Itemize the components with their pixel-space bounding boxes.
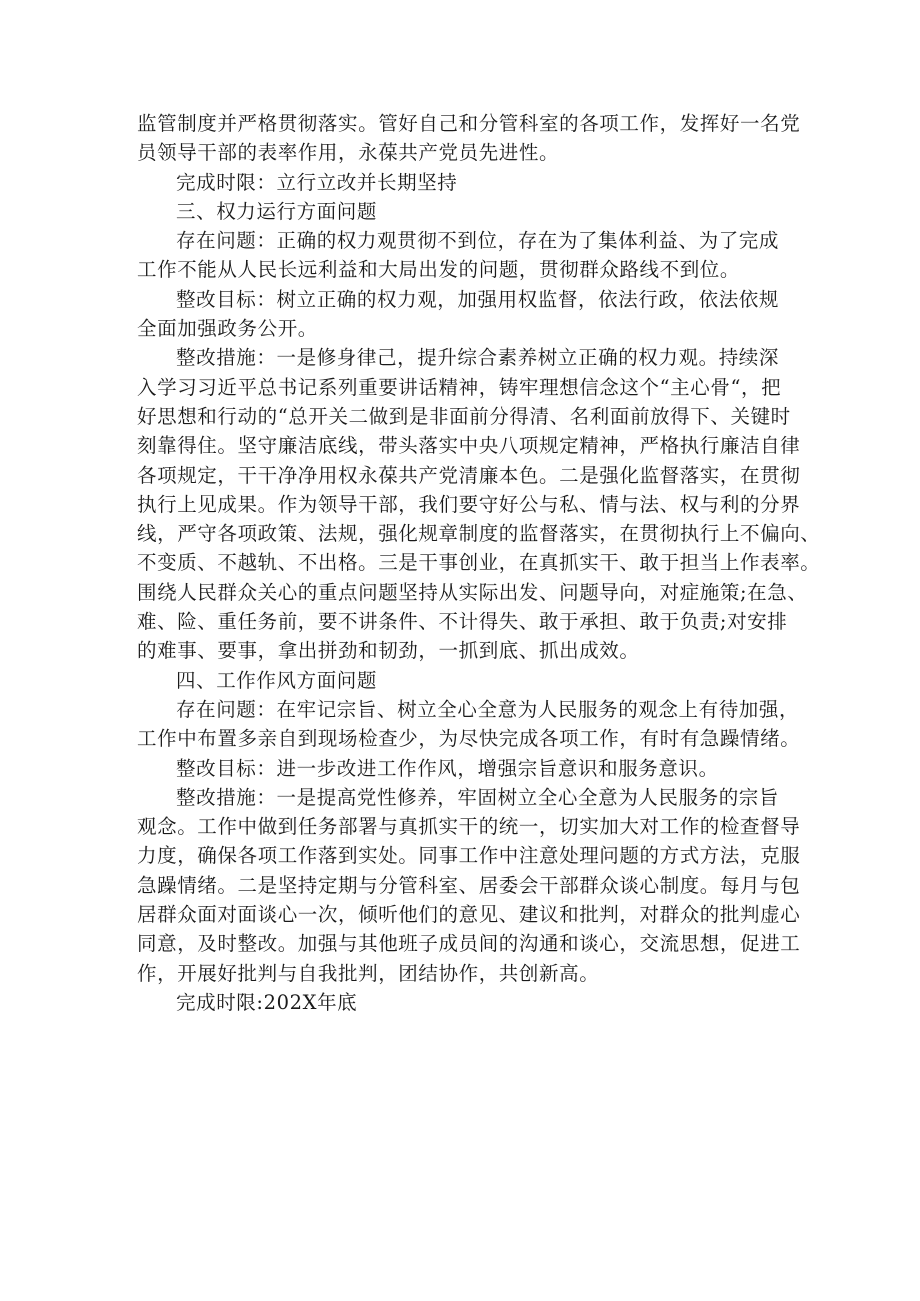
text-line: 存在问题：正确的权力观贯彻不到位，存在为了集体利益、为了完成 (176, 229, 780, 253)
text-line: 观念。工作中做到任务部署与真抓实干的统一，切实加大对工作的检查督导 (137, 815, 801, 839)
text-line: 整改目标：进一步改进工作作风，增强宗旨意识和服务意识。 (176, 756, 719, 780)
document-body (137, 109, 821, 1017)
text-line: 急躁情绪。二是坚持定期与分管科室、居委会干部群众谈心制度。每月与包 (137, 873, 801, 897)
text-line: 全面加强政务公开。 (137, 317, 318, 341)
text-line: 的难事、要事，拿出拼劲和韧劲，一抓到底、抓出成效。 (137, 639, 640, 663)
text-line: 各项规定，干干净净用权永葆共产党清廉本色。二是强化监督落实，在贯彻 (137, 463, 801, 487)
text-line: 四、工作作风方面问题 (176, 668, 378, 692)
text-line: 整改措施：一是修身律己，提升综合素养树立正确的权力观。持续深 (176, 346, 780, 370)
text-line: 难、险、重任务前，要不讲条件、不计得失、敢于承担、敢于负责;对安排 (137, 610, 788, 634)
text-line: 存在问题：在牢记宗旨、树立全心全意为人民服务的观念上有待加强， (176, 697, 800, 721)
text-line: 居群众面对面谈心一次，倾听他们的意见、建议和批判，对群众的批判虚心 (137, 903, 801, 927)
text-line: 三、权力运行方面问题 (176, 199, 378, 223)
text-line: 整改目标：树立正确的权力观，加强用权监督，依法行政，依法依规 (176, 287, 780, 311)
text-line: 工作中布置多亲自到现场检查少，为尽快完成各项工作，有时有急躁情绪。 (137, 727, 801, 751)
text-line: 完成时限:202X年底 (176, 990, 358, 1014)
text-line: 好思想和行动的“总开关二做到是非面前分得清、名利面前放得下、关键时 (137, 404, 791, 428)
text-line: 工作不能从人民长远利益和大局出发的问题，贯彻群众路线不到位。 (137, 258, 741, 282)
text-line: 线，严守各项政策、法规，强化规章制度的监督落实，在贯彻执行上不偏向、 (137, 522, 821, 546)
text-line: 作，开展好批判与自我批判，团结协作，共创新高。 (137, 961, 600, 985)
text-line: 执行上见成果。作为领导干部，我们要守好公与私、情与法、权与利的分界 (137, 492, 801, 516)
text-line: 不变质、不越轨、不出格。三是干事创业，在真抓实干、敢于担当上作表率。 (137, 551, 821, 575)
text-line: 入学习习近平总书记系列重要讲话精神，铸牢理想信念这个“主心骨“，把 (137, 375, 782, 399)
text-line: 员领导干部的表率作用，永葆共产党员先进性。 (137, 141, 560, 165)
text-line: 刻靠得住。坚守廉洁底线，带头落实中央八项规定精神，严格执行廉洁自律 (137, 434, 801, 458)
text-line: 围绕人民群众关心的重点问题坚持从实际出发、问题导向，对症施策;在急、 (137, 580, 808, 604)
text-line: 监管制度并严格贯彻落实。管好自己和分管科室的各项工作，发挥好一名党 (137, 112, 801, 135)
text-line: 力度，确保各项工作落到实处。同事工作中注意处理问题的方式方法，克服 (137, 844, 801, 868)
text-line: 整改措施：一是提高党性修养，牢固树立全心全意为人民服务的宗旨 (176, 785, 780, 809)
text-line: 完成时限：立行立改并长期坚持 (176, 170, 458, 194)
text-line: 同意，及时整改。加强与其他班子成员间的沟通和谈心，交流思想，促进工 (137, 932, 801, 956)
